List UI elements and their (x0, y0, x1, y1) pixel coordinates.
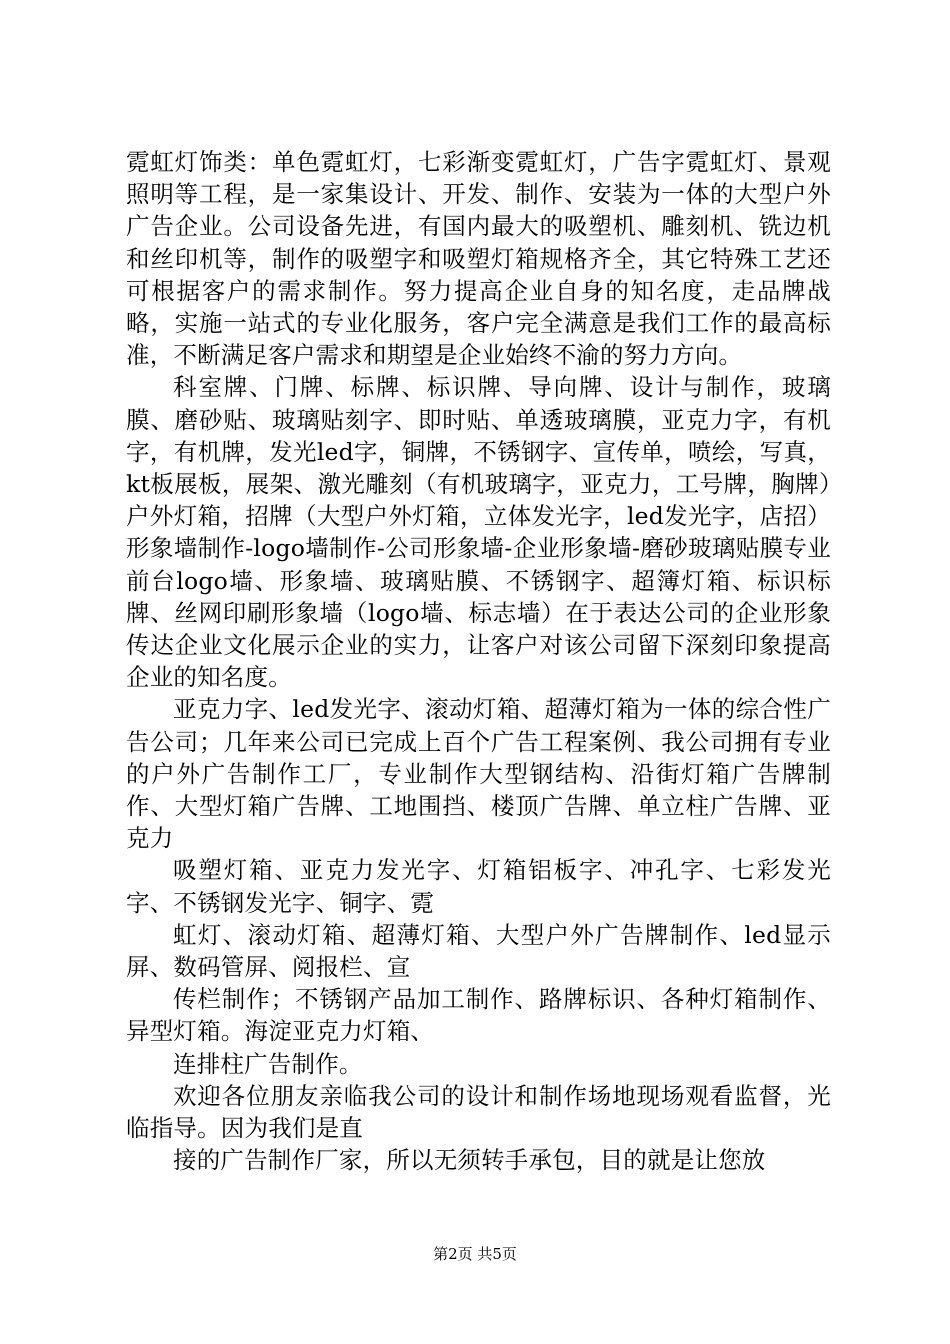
paragraph-5: 虹灯、滚动灯箱、超薄灯箱、大型户外广告牌制作、led显示屏、数码管屏、阅报栏、宣 (126, 920, 831, 982)
paragraph-1: 霓虹灯饰类：单色霓虹灯，七彩渐变霓虹灯，广告字霓虹灯、景观照明等工程，是一家集设计、开发、制作、安装为一体的大型户外广告企业。公司设备先进，有国内最大的吸塑机、雕刻机、铣边机和丝印机等，制作的吸塑字和吸塑灯箱规格齐全，其它特殊工艺还可根据客户的需求制作。努力提高企业自身的知名度，走品牌战略，实施一站式的专业化服务，客户完全满意是我们工作的最高标准，不断满足客户需求和期望是企业始终不渝的努力方向。 (126, 148, 831, 370)
paragraph-4: 吸塑灯箱、亚克力发光字、灯箱铝板字、冲孔字、七彩发光字、不锈钢发光字、铜字、霓 (126, 856, 831, 917)
paragraph-6: 传栏制作；不锈钢产品加工制作、路牌标识、各种灯箱制作、异型灯箱。海淀亚克力灯箱、 (126, 985, 831, 1046)
paragraph-8: 欢迎各位朋友亲临我公司的设计和制作场地现场观看监督，光临指导。因为我们是直 (126, 1081, 831, 1143)
paragraph-7: 连排柱广告制作。 (173, 1049, 363, 1078)
paragraph-2: 科室牌、门牌、标牌、标识牌、导向牌、设计与制作，玻璃膜、磨砂贴、玻璃贴刻字、即时贴、单透玻璃膜，亚克力字，有机字，有机牌，发光led字，铜牌，不锈钢字、宣传单，喷绘，写真，kt板展板，展架、激光雕刻（有机玻璃字，亚克力，工号牌，胸牌）户外灯箱，招牌（大型户外灯箱，立体发光字，led发光字，店招）形象墙制作-logo墙制作-公司形象墙-企业形象墙-磨砂玻璃贴膜专业前台logo墙、形象墙、玻璃贴膜、不锈钢字、超簿灯箱、标识标牌、丝网印刷形象墙（logo墙、标志墙）在于表达公司的企业形象传达企业文化展示企业的实力，让客户对该公司留下深刻印象提高企业的知名度。 (126, 373, 831, 692)
paragraph-3: 亚克力字、led发光字、滚动灯箱、超薄灯箱为一体的综合性广告公司；几年来公司已完成上百个广告工程案例、我公司拥有专业的户外广告制作工厂，专业制作大型钢结构、沿街灯箱广告牌制作、大型灯箱广告牌、工地围挡、楼顶广告牌、单立柱广告牌、亚克力 (126, 695, 831, 853)
page-footer: 第2页 共5页 (433, 1245, 517, 1263)
paragraph-9: 接的广告制作厂家，所以无须转手承包，目的就是让您放 (173, 1146, 766, 1175)
body-text (126, 146, 831, 1177)
